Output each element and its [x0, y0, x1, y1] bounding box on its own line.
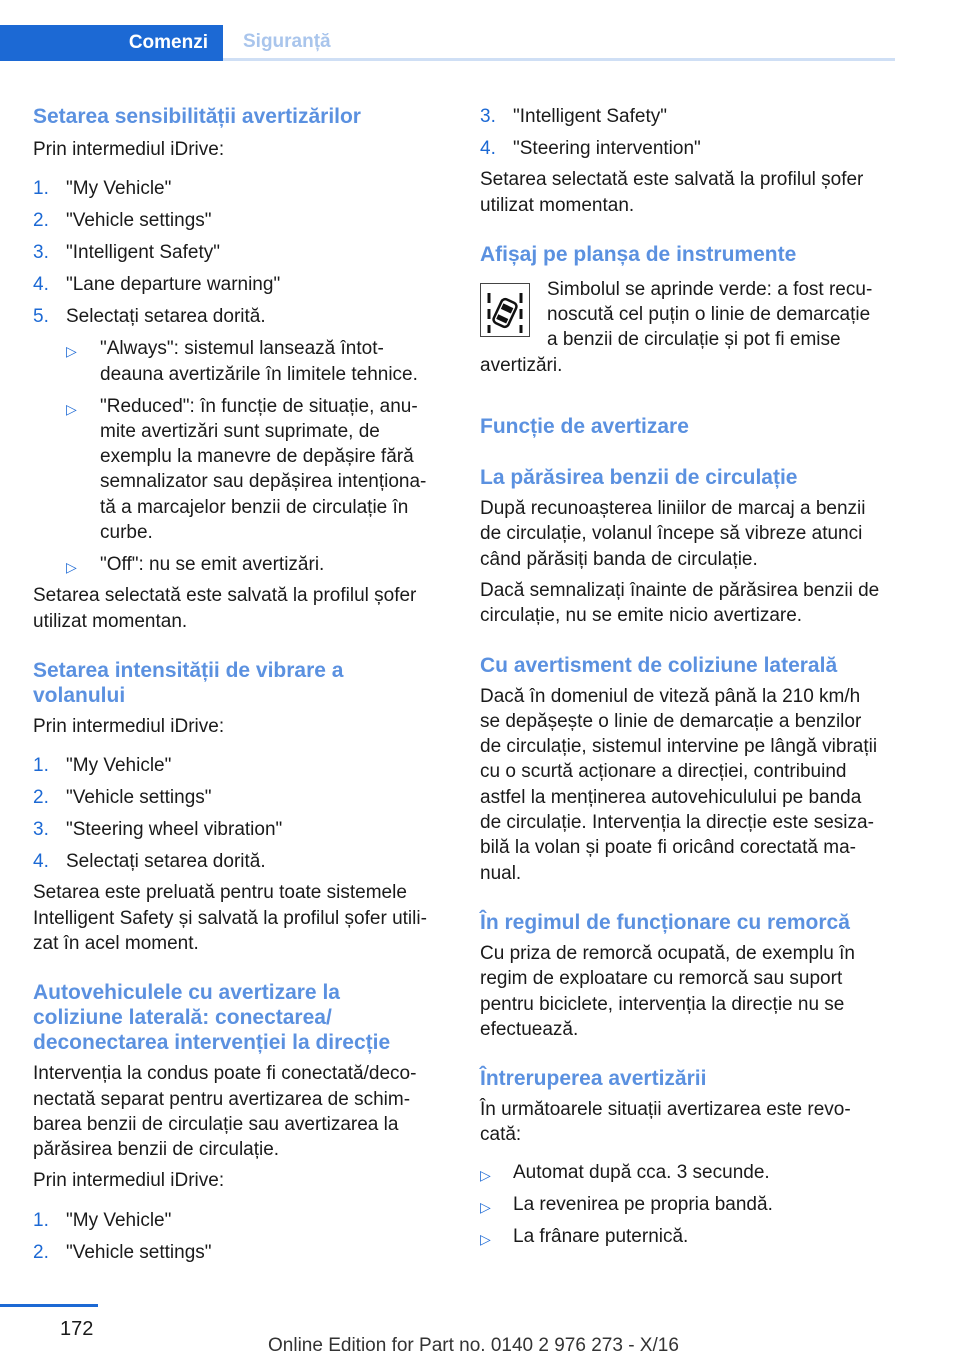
bullet-triangle-icon: ▷: [66, 343, 77, 360]
tab-siguranta[interactable]: Siguranță: [223, 25, 895, 61]
paragraph: Dacă în domeniul de viteză până la 210 km/h se depășește o linie de demarcație a benzilor de circulație, sistemul intervine pe lângă vibrații cu o scurtă acționare a direcției, contribuind astfel la menținerea autovehiculului pe banda de circulație. Intervenția la direcție este sesiza- bilă la volan și poate fi oricând corectată ma- nual.: [480, 685, 878, 884]
numbered-list: [33, 176, 448, 329]
paragraph: Setarea selectată este salvată la profilul șofer utilizat momentan.: [480, 169, 864, 216]
section-subheading: La părăsirea benzii de circulație: [480, 466, 798, 490]
paragraph: Cu priza de remorcă ocupată, de exemplu în regim de exploatare cu remorcă sau suport pentru biciclete, intervenția la direcție nu se efectuează.: [480, 942, 855, 1040]
section-heading: Funcție de avertizare: [480, 415, 689, 439]
left-column: [33, 100, 448, 1265]
section-subheading: Întreruperea avertizării: [480, 1067, 707, 1091]
numbered-list: [480, 104, 900, 161]
bullet-triangle-icon: ▷: [480, 1166, 491, 1183]
bullet-triangle-icon: ▷: [66, 400, 77, 417]
paragraph: Setarea este preluată pentru toate sistemele Intelligent Safety și salvată la profilul șofer utili- zat în acel moment.: [33, 882, 427, 954]
section-subheading: Cu avertisment de coliziune laterală: [480, 653, 838, 677]
bullet-triangle-icon: ▷: [66, 558, 77, 575]
bullet-triangle-icon: ▷: [480, 1198, 491, 1215]
list-item: ▷ La frânare puternică.: [480, 1224, 900, 1249]
section-heading: Setarea intensității de vibrare a volanului: [33, 658, 344, 707]
list-item: 1. "My Vehicle": [33, 1209, 172, 1231]
paragraph: Setarea selectată este salvată la profilul șofer utilizat momentan.: [33, 585, 417, 632]
list-item: 2. "Vehicle settings": [33, 1241, 212, 1263]
numbered-list: [33, 753, 448, 874]
list-item: 4. "Steering intervention": [480, 137, 701, 159]
list-item: ▷ "Always": sistemul lansează întot- deauna avertizările în limitele tehnice.: [66, 338, 418, 385]
list-item: 3. "Intelligent Safety": [480, 106, 667, 127]
page-number: 172: [60, 1318, 94, 1340]
paragraph: Prin intermediul iDrive:: [33, 139, 225, 160]
list-item: ▷ La revenirea pe propria bandă.: [480, 1192, 900, 1217]
icon-description: Simbolul se aprinde verde: a fost recu- noscută cel puțin o linie de demarcație a benzii de circulație și pot fi emise: [547, 278, 873, 351]
tab-comenzi[interactable]: Comenzi: [0, 25, 223, 61]
list-item: 4. "Lane departure warning": [33, 274, 281, 296]
footer-rule: [0, 1304, 98, 1307]
paragraph: Prin intermediul iDrive:: [33, 715, 225, 737]
list-item: 4. Selectați setarea dorită.: [33, 851, 266, 873]
list-item: 3. "Steering wheel vibration": [33, 819, 283, 841]
bullet-triangle-icon: ▷: [480, 1230, 491, 1247]
list-item: 1. "My Vehicle": [33, 755, 172, 777]
bullet-list: [480, 1160, 900, 1249]
section-heading: Afișaj pe planșa de instrumente: [480, 242, 797, 266]
list-item: 1. "My Vehicle": [33, 178, 172, 200]
paragraph: În următoarele situații avertizarea este revo- cată:: [480, 1099, 851, 1146]
section-heading: Setarea sensibilității avertizărilor: [33, 105, 361, 128]
section-subheading: În regimul de funcționare cu remorcă: [480, 910, 850, 934]
list-item: ▷ "Off": nu se emit avertizări.: [33, 552, 448, 577]
list-item: ▷ Automat după cca. 3 secunde.: [480, 1160, 900, 1185]
list-item: 2. "Vehicle settings": [33, 787, 212, 809]
list-item: 5. Selectați setarea dorită.: [33, 306, 266, 328]
numbered-list: [33, 1208, 448, 1265]
list-item: ▷ "Reduced": în funcție de situație, anu- mite avertizări sunt suprimate, de exemplu la manevre de depășire fără semnalizator sau depășirea intenționa- tă a marcajelor benzii de circulație în curbe.: [66, 395, 427, 543]
chapter-tabs: [0, 25, 895, 61]
bullet-list: [33, 336, 448, 577]
right-column: [480, 100, 900, 1249]
lane-departure-icon: [480, 283, 530, 337]
paragraph: Dacă semnalizați înainte de părăsirea benzii de circulație, nu se emite nicio avertizare.: [480, 579, 880, 627]
list-item: 2. "Vehicle settings": [33, 210, 212, 232]
paragraph: Intervenția la condus poate fi conectată/deco- nectată separat pentru avertizarea de schim- barea benzii de circulație sau avertizarea la părăsirea benzii de circulație.: [33, 1063, 417, 1161]
icon-explanation: Simbolul se aprinde verde: a fost recu- noscută cel puțin o linie de demarcație a benzii de circulație și pot fi emise avertizări.: [480, 277, 900, 378]
paragraph: După recunoașterea liniilor de marcaj a benzii de circulație, volanul începe să vibreze atunci când părăsiți banda de circulație.: [480, 498, 866, 570]
paragraph: Prin intermediul iDrive:: [33, 1170, 225, 1192]
list-item: 3. "Intelligent Safety": [33, 242, 220, 264]
edition-note: Online Edition for Part no. 0140 2 976 273 - X/16: [268, 1335, 679, 1356]
section-heading: Autovehiculele cu avertizare la coliziune laterală: conectarea/ deconectarea intervenției la direcție: [33, 981, 391, 1055]
